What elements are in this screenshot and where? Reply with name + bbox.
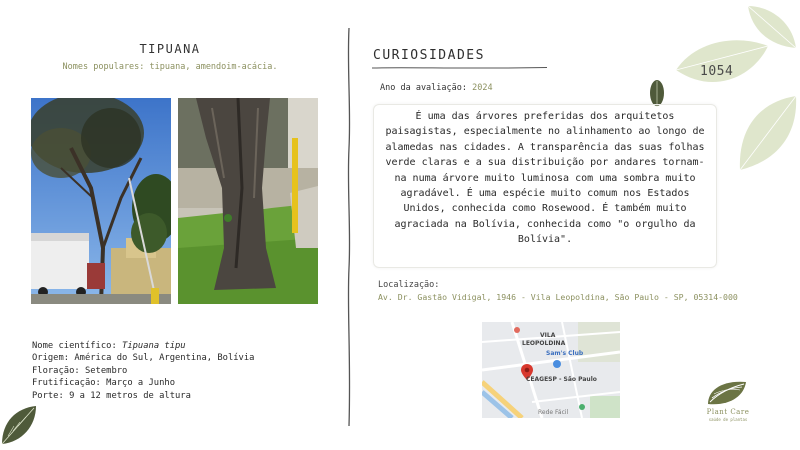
location-label: Localização:: [378, 280, 440, 290]
location-address: Av. Dr. Gastão Vidigal, 1946 - Vila Leopoldina, São Paulo - SP, 05314-000: [378, 292, 738, 302]
tree-canopy-photo: [31, 98, 171, 304]
tree-name-title: TIPUANA: [139, 42, 201, 56]
scientific-name-row: [32, 340, 254, 352]
map-label-sams-club: Sam's Club: [546, 350, 584, 357]
curiosities-title: CURIOSIDADES: [373, 48, 485, 63]
evaluation-year: [380, 83, 493, 93]
vertical-divider: [345, 28, 353, 426]
map-label-vila: VILA: [540, 332, 556, 339]
size-row: Porte: 9 a 12 metros de altura: [32, 390, 191, 401]
flowering-row: Floração: Setembro: [32, 365, 128, 376]
brand-tagline: saúde de plantas: [708, 417, 748, 422]
plant-care-logo-icon: [704, 378, 750, 408]
scientific-name-value: Tipuana tipu: [122, 341, 186, 351]
brand-name: Plant Care: [706, 408, 750, 416]
tree-trunk-photo: [178, 98, 318, 304]
record-number: 1054: [700, 64, 734, 79]
year-value: 2024: [472, 83, 493, 93]
scientific-name-label: Nome científico:: [32, 341, 117, 351]
title-underline: [372, 66, 547, 70]
fruiting-row: Frutificação: Março a Junho: [32, 378, 175, 389]
location-map[interactable]: [482, 322, 620, 418]
leaf-decoration-icon: [0, 404, 38, 446]
origin-row: Origem: América do Sul, Argentina, Bolívia: [32, 353, 255, 364]
curiosities-text: É uma das árvores preferidas dos arquitetos paisagistas, especialmente no alinhamento ao longo de alamedas nas cidades. A transparência das suas folhas verde claras e a sua distribuição por andares tornam-na numa árvore muito luminosa com uma sombra muito agradável. É uma espécie muito comum nos Estados Unidos, conhecida como Rosewood. É também muito agraciada na Bolívia, conhecida como "o orgulho da Bolívia".: [385, 111, 705, 246]
popular-names: Nomes populares: tipuana, amendoim-acácia.: [62, 62, 278, 72]
tree-facts: [32, 340, 254, 402]
curiosities-card: [373, 104, 717, 268]
year-label: Ano da avaliação:: [380, 83, 467, 93]
map-label-leopoldina: LEOPOLDINA: [522, 340, 566, 347]
map-label-rede-facil: Rede Fácil: [538, 409, 569, 416]
leaf-cluster-icon: [676, 0, 800, 180]
map-label-ceagesp: CEAGESP - São Paulo: [526, 376, 597, 383]
